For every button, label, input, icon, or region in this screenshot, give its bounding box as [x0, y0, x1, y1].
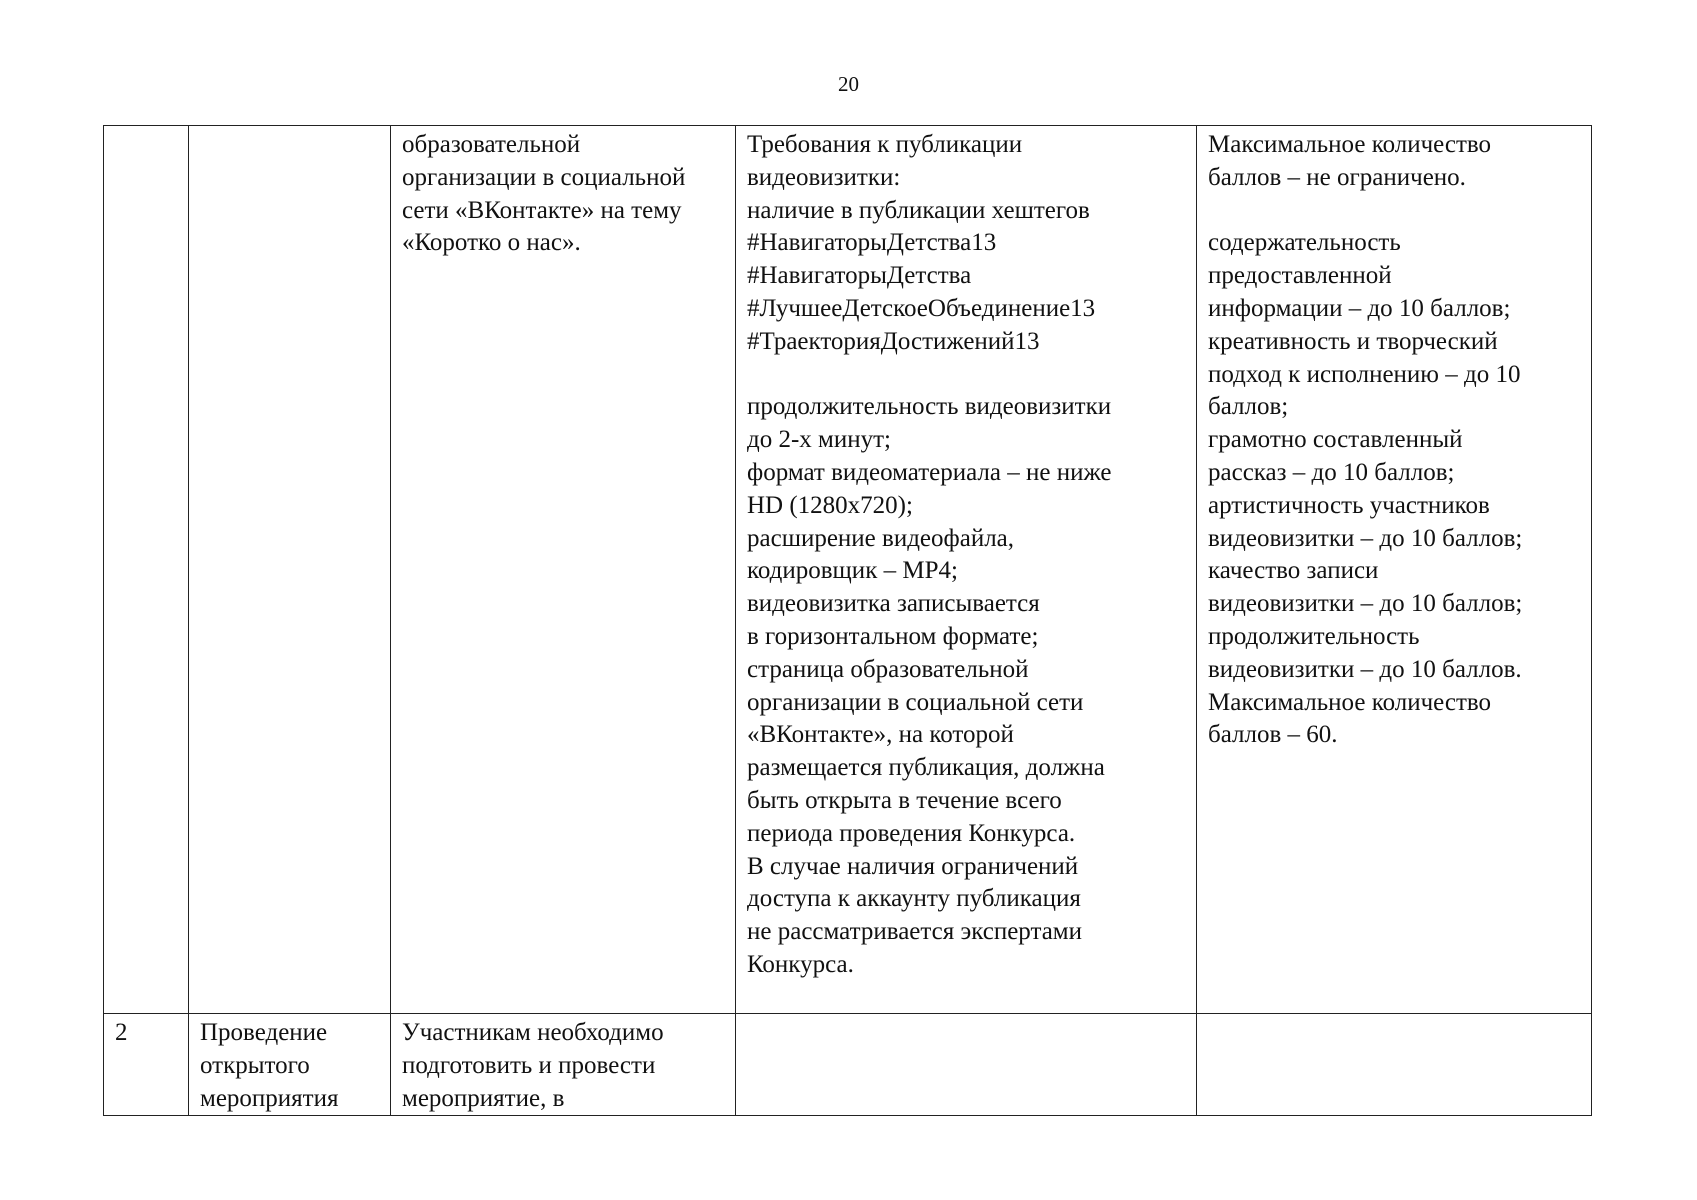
cell-stage-name [189, 126, 391, 1014]
criteria-table [103, 125, 1592, 1116]
cell-criteria: Максимальное количество баллов – не ограничено. содержательность предоставленной информации – до 10 баллов; креативность и творческий подход к исполнению – до 10 баллов; грамотно составленный рассказ – до 10 баллов; артистичность участников видеовизитки – до 10 баллов; качество записи видеовизитки – до 10 баллов; продолжительность видеовизитки – до 10 баллов. Максимальное количество баллов – 60. [1197, 126, 1592, 1014]
table-row [104, 126, 1592, 1014]
cell-task: образовательной организации в социальной сети «ВКонтакте» на тему «Коротко о нас». [391, 126, 736, 1014]
cell-number: 2 [104, 1014, 189, 1116]
cell-task: Участникам необходимо подготовить и провести мероприятие, в [391, 1014, 736, 1116]
cell-stage-name: Проведение открытого мероприятия [189, 1014, 391, 1116]
cell-number [104, 126, 189, 1014]
page-number: 20 [838, 72, 859, 96]
cell-requirements [736, 1014, 1197, 1116]
cell-criteria [1197, 1014, 1592, 1116]
table-row [104, 1014, 1592, 1116]
cell-requirements: Требования к публикации видеовизитки: наличие в публикации хештегов #НавигаторыДетства13 #НавигаторыДетства #ЛучшееДетскоеОбъединение13 #ТраекторияДостижений13 продолжительность видеовизитки до 2-х минут; формат видеоматериала – не ниже HD (1280x720); расширение видеофайла, кодировщик – MP4; видеовизитка записывается в горизонтальном формате; страница образовательной организации в социальной сети «ВКонтакте», на которой размещается публикация, должна быть открыта в течение всего периода проведения Конкурса. В случае наличия ограничений доступа к аккаунту публикация не рассматривается экспертами Конкурса. [736, 126, 1197, 1014]
